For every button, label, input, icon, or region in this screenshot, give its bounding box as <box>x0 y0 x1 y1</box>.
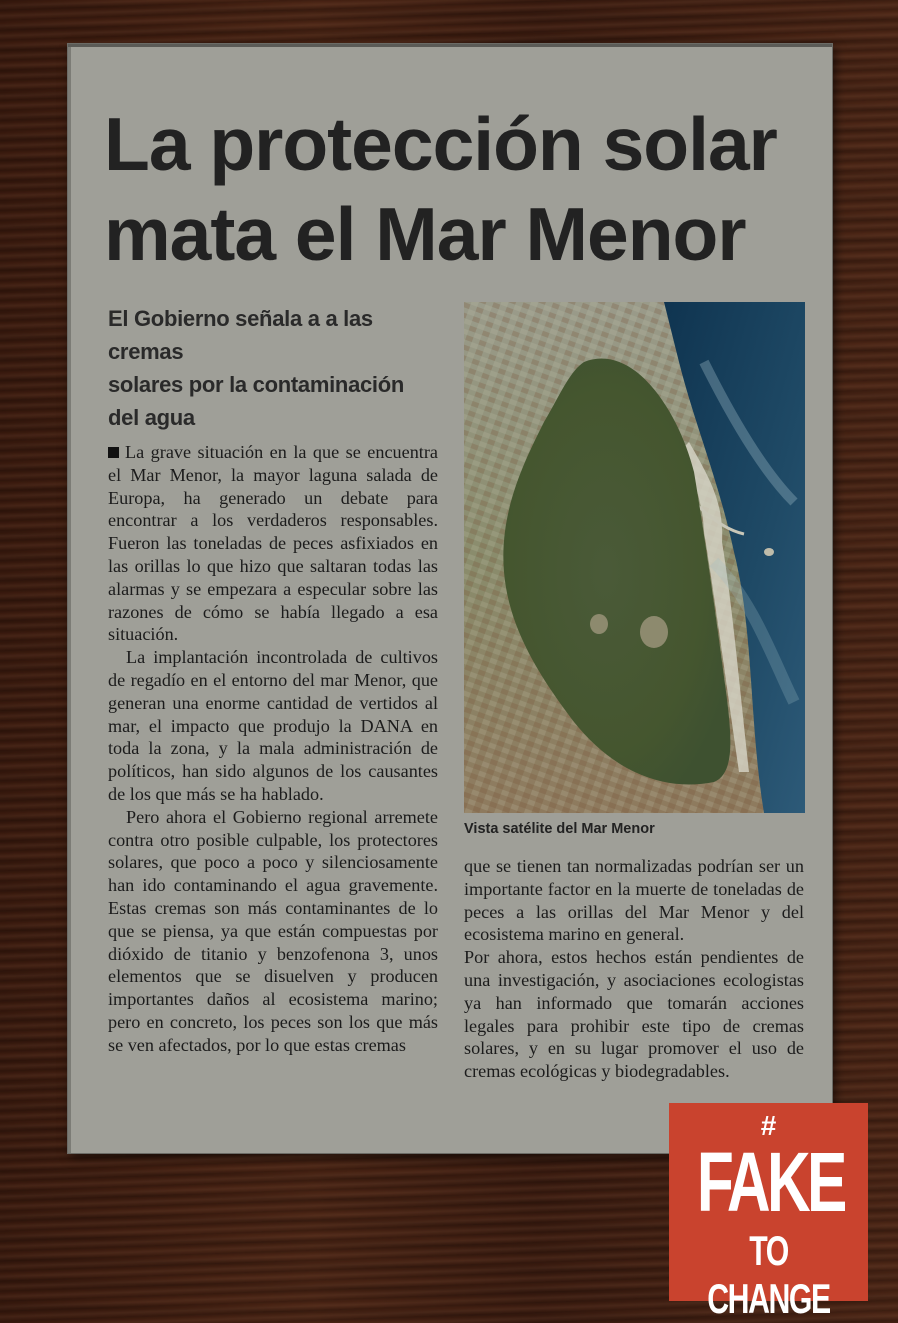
paragraph-3-continued: que se tienen tan normalizadas podrían ser un importante factor en la muerte de toneladas de peces a las orillas del Mar Menor y del ecosistema marino en general. <box>464 856 804 945</box>
hashtag-symbol: # <box>760 1110 777 1141</box>
satellite-photo <box>464 302 805 813</box>
photo-caption: Vista satélite del Mar Menor <box>464 821 655 837</box>
bullet-square-icon <box>108 447 119 458</box>
paragraph-4: Por ahora, estos hechos están pendientes de una investigación, y asociaciones ecologistas ya han informado que tomarán acciones legales para prohibir este tipo de cremas solares, y en su lugar promover el uso de cremas ecológicas y biodegradables. <box>464 947 804 1082</box>
headline-line-2: mata el Mar Menor <box>104 192 746 276</box>
subheadline-line-1: El Gobierno señala a a las cremas <box>108 306 373 364</box>
headline-line-1: La protección solar <box>104 102 777 186</box>
satellite-image-icon <box>464 302 805 813</box>
article-column-left <box>108 441 438 1057</box>
article-column-right <box>464 855 804 1083</box>
logo-word-fake: FAKE <box>696 1135 844 1229</box>
paragraph-1-text: La grave situación en la que se encuentra el Mar Menor, la mayor laguna salada de Europa, ha generado un debate para encontrar a los verdaderos responsables. Fueron las toneladas de peces asfixiados en las orillas lo que hizo que saltaran todas las alarmas y se empezara a especular sobre las razones de cómo se había llegado a esa situación. <box>108 442 438 645</box>
headline <box>104 99 824 279</box>
subheadline <box>108 302 448 434</box>
logo-word-to-change: TO CHANGE <box>707 1227 830 1322</box>
newspaper-page <box>68 44 832 1153</box>
paragraph-1 <box>108 441 438 646</box>
subheadline-line-2: solares por la contaminación <box>108 372 405 397</box>
paragraph-2: La implantación incontrolada de cultivos de regadío en el entorno del mar Menor, que generan una enorme cantidad de vertidos al mar, el impacto que produjo la DANA en toda la zona, y la mala administración de políticos, han sido algunos de los causantes de los que más se ha hablado. <box>108 647 438 804</box>
fake-to-change-logo <box>669 1103 868 1322</box>
paragraph-3: Pero ahora el Gobierno regional arremete contra otro posible culpable, los protectores solares, que poco a poco y silenciosamente han ido contaminando el agua gravemente. Estas cremas son más contaminantes de lo que se piensa, ya que están compuestas por dióxido de titanio y benzofenona 3, unos elementos que se disuelven y producen importantes daños al ecosistema marino; pero en concreto, los peces son los que más se ven afectados, por lo que estas cremas <box>108 806 438 1055</box>
subheadline-line-3: del agua <box>108 405 195 430</box>
